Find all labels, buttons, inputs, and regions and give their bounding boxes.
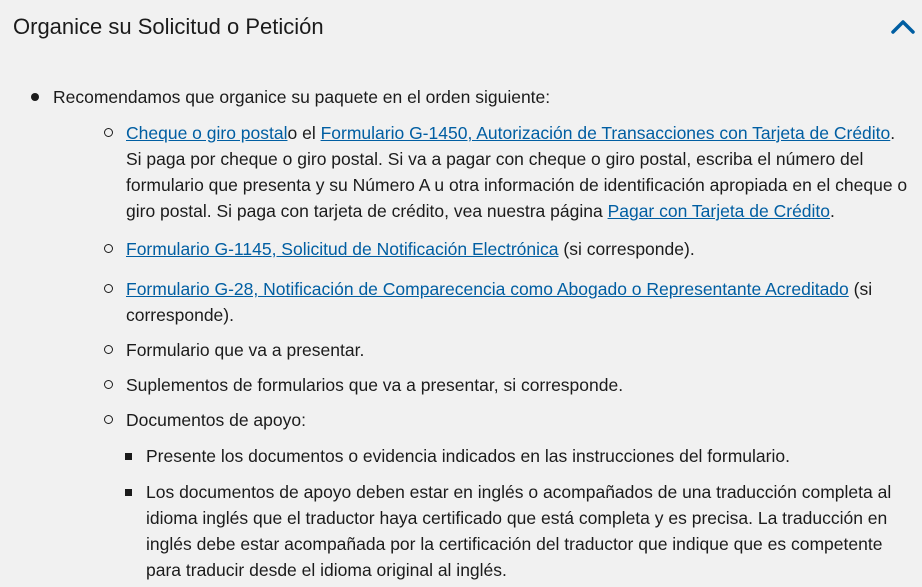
form-g1145-link[interactable]: Formulario G-1145, Solicitud de Notificación Electrónica [126,239,559,259]
form-g1450-link[interactable]: Formulario G-1450, Autorización de Transacciones con Tarjeta de Crédito [320,123,891,143]
item-text: . Si paga por cheque o giro postal. Si va a pagar con cheque o giro postal, escriba el número del formulario que presenta y su Número A u otra información de identificación apropiada en el cheque o giro postal. Si paga con tarjeta de crédito, vea nuestra página [126,123,908,221]
accordion-content [0,84,922,583]
list-item [53,407,922,583]
circle-bullet [104,284,113,293]
item-text: (si corresponde). [558,239,695,259]
list-item [53,276,922,328]
item-text: . [830,201,835,221]
form-g28-link[interactable]: Formulario G-28, Notificación de Comparecencia como Abogado o Representante Acreditado [126,279,849,299]
item-text: Los documentos de apoyo deben estar en inglés o acompañados de una traducción completa al idioma inglés que el traductor haya certificado que está completa y es precisa. La traducción en inglés debe estar acompañada por la certificación del traductor que indique que es competente para traducir desde el idioma original al inglés. [146,482,892,580]
item-text: Suplementos de formularios que va a presentar, si corresponde. [126,375,624,395]
square-bullet [125,453,132,460]
top-level-list [0,84,922,583]
list-item [53,443,908,469]
pay-credit-card-link[interactable]: Pagar con Tarjeta de Crédito [607,201,831,221]
circle-bullet [104,415,113,424]
circle-bullet [104,380,113,389]
accordion-header[interactable] [0,0,922,56]
square-bullet [125,489,132,496]
item-text: o el [287,123,321,143]
item-text: Documentos de apoyo: [126,410,306,430]
list-item [0,84,922,583]
circle-bullet [104,345,113,354]
accordion-title[interactable]: Organice su Solicitud o Petición [13,14,324,39]
intro-text: Recomendamos que organice su paquete en el orden siguiente: [53,87,551,107]
nested-list [53,120,922,583]
list-item [53,372,922,398]
list-item [53,236,922,262]
circle-bullet [104,128,113,137]
item-text: (si corresponde). [126,279,873,325]
sub-list [126,443,908,583]
list-item [53,479,908,583]
list-item [53,120,922,224]
list-item [53,337,922,363]
item-text: Formulario que va a presentar. [126,340,365,360]
circle-bullet [104,244,113,253]
item-text: Presente los documentos o evidencia indicados en las instrucciones del formulario. [146,446,790,466]
check-money-order-link[interactable]: Cheque o giro postal [126,123,288,143]
disc-bullet [31,93,39,101]
chevron-up-icon[interactable] [889,17,917,37]
